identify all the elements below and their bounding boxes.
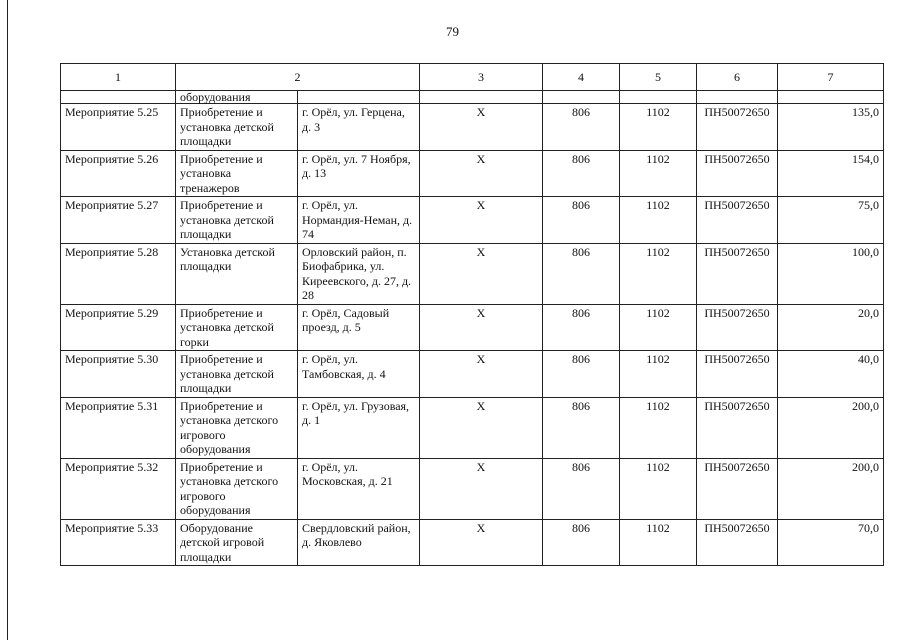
amount-cell: 40,0 [778, 351, 884, 398]
event-cell: Мероприятие 5.33 [61, 519, 176, 566]
table-row [61, 243, 884, 304]
section-cell: 1102 [620, 104, 697, 151]
code-cell: 806 [543, 243, 620, 304]
mark-cell: Х [420, 150, 543, 197]
event-cell: Мероприятие 5.26 [61, 150, 176, 197]
description-cell: Приобретение и установка детской площадки [176, 197, 298, 244]
code-cell: 806 [543, 104, 620, 151]
continuation-cell-empty [620, 91, 697, 104]
header-cell-7: 7 [778, 64, 884, 91]
address-cell: г. Орёл, ул. Московская, д. 21 [298, 458, 420, 519]
section-cell: 1102 [620, 243, 697, 304]
amount-cell: 200,0 [778, 397, 884, 458]
continuation-cell-empty [420, 91, 543, 104]
budget-table [60, 63, 884, 566]
section-cell: 1102 [620, 351, 697, 398]
header-cell-1: 1 [61, 64, 176, 91]
amount-cell: 70,0 [778, 519, 884, 566]
mark-cell: Х [420, 519, 543, 566]
header-cell-4: 4 [543, 64, 620, 91]
header-cell-2: 2 [176, 64, 420, 91]
target-code-cell: ПН50072650 [697, 150, 778, 197]
target-code-cell: ПН50072650 [697, 197, 778, 244]
target-code-cell: ПН50072650 [697, 243, 778, 304]
address-cell: Свердловский район, д. Яковлево [298, 519, 420, 566]
target-code-cell: ПН50072650 [697, 304, 778, 351]
address-cell: г. Орёл, ул. 7 Ноября, д. 13 [298, 150, 420, 197]
code-cell: 806 [543, 197, 620, 244]
event-cell: Мероприятие 5.32 [61, 458, 176, 519]
table-row [61, 304, 884, 351]
table-row [61, 150, 884, 197]
section-cell: 1102 [620, 150, 697, 197]
code-cell: 806 [543, 458, 620, 519]
target-code-cell: ПН50072650 [697, 519, 778, 566]
event-cell: Мероприятие 5.30 [61, 351, 176, 398]
amount-cell: 135,0 [778, 104, 884, 151]
section-cell: 1102 [620, 458, 697, 519]
amount-cell: 20,0 [778, 304, 884, 351]
description-cell: Приобретение и установка тренажеров [176, 150, 298, 197]
address-cell: г. Орёл, ул. Нормандия-Неман, д. 74 [298, 197, 420, 244]
description-cell: Оборудование детской игровой площадки [176, 519, 298, 566]
section-cell: 1102 [620, 397, 697, 458]
section-cell: 1102 [620, 304, 697, 351]
mark-cell: Х [420, 304, 543, 351]
table-row [61, 519, 884, 566]
continuation-cell-empty [543, 91, 620, 104]
continuation-cell-empty [298, 91, 420, 104]
table-row [61, 458, 884, 519]
table-body [61, 64, 884, 566]
amount-cell: 200,0 [778, 458, 884, 519]
event-cell: Мероприятие 5.27 [61, 197, 176, 244]
table-row [61, 351, 884, 398]
section-cell: 1102 [620, 197, 697, 244]
mark-cell: Х [420, 197, 543, 244]
code-cell: 806 [543, 304, 620, 351]
event-cell: Мероприятие 5.31 [61, 397, 176, 458]
header-row [61, 64, 884, 91]
header-cell-5: 5 [620, 64, 697, 91]
description-cell: Приобретение и установка детской горки [176, 304, 298, 351]
amount-cell: 154,0 [778, 150, 884, 197]
address-cell: г. Орёл, ул. Герцена, д. 3 [298, 104, 420, 151]
target-code-cell: ПН50072650 [697, 351, 778, 398]
description-cell: Приобретение и установка детского игрового оборудования [176, 397, 298, 458]
code-cell: 806 [543, 150, 620, 197]
code-cell: 806 [543, 519, 620, 566]
address-cell: Орловский район, п. Биофабрика, ул. Киреевского, д. 27, д. 28 [298, 243, 420, 304]
mark-cell: Х [420, 458, 543, 519]
section-cell: 1102 [620, 519, 697, 566]
code-cell: 806 [543, 397, 620, 458]
description-cell: Приобретение и установка детской площадки [176, 104, 298, 151]
address-cell: г. Орёл, Садовый проезд, д. 5 [298, 304, 420, 351]
table-row [61, 397, 884, 458]
event-cell: Мероприятие 5.28 [61, 243, 176, 304]
table-row [61, 104, 884, 151]
page-number: 79 [446, 24, 459, 39]
continuation-cell-empty [778, 91, 884, 104]
margin-line [7, 0, 8, 640]
mark-cell: Х [420, 397, 543, 458]
mark-cell: Х [420, 104, 543, 151]
target-code-cell: ПН50072650 [697, 397, 778, 458]
table-row [61, 197, 884, 244]
address-cell: г. Орёл, ул. Грузовая, д. 1 [298, 397, 420, 458]
description-cell: Приобретение и установка детской площадки [176, 351, 298, 398]
header-cell-6: 6 [697, 64, 778, 91]
amount-cell: 100,0 [778, 243, 884, 304]
continuation-cell-empty [697, 91, 778, 104]
target-code-cell: ПН50072650 [697, 104, 778, 151]
event-cell: Мероприятие 5.29 [61, 304, 176, 351]
mark-cell: Х [420, 351, 543, 398]
continuation-row [61, 91, 884, 104]
mark-cell: Х [420, 243, 543, 304]
address-cell: г. Орёл, ул. Тамбовская, д. 4 [298, 351, 420, 398]
continuation-cell-empty [61, 91, 176, 104]
description-cell: Установка детской площадки [176, 243, 298, 304]
description-cell: Приобретение и установка детского игрового оборудования [176, 458, 298, 519]
code-cell: 806 [543, 351, 620, 398]
header-cell-3: 3 [420, 64, 543, 91]
target-code-cell: ПН50072650 [697, 458, 778, 519]
amount-cell: 75,0 [778, 197, 884, 244]
continuation-text: оборудования [176, 91, 298, 104]
event-cell: Мероприятие 5.25 [61, 104, 176, 151]
